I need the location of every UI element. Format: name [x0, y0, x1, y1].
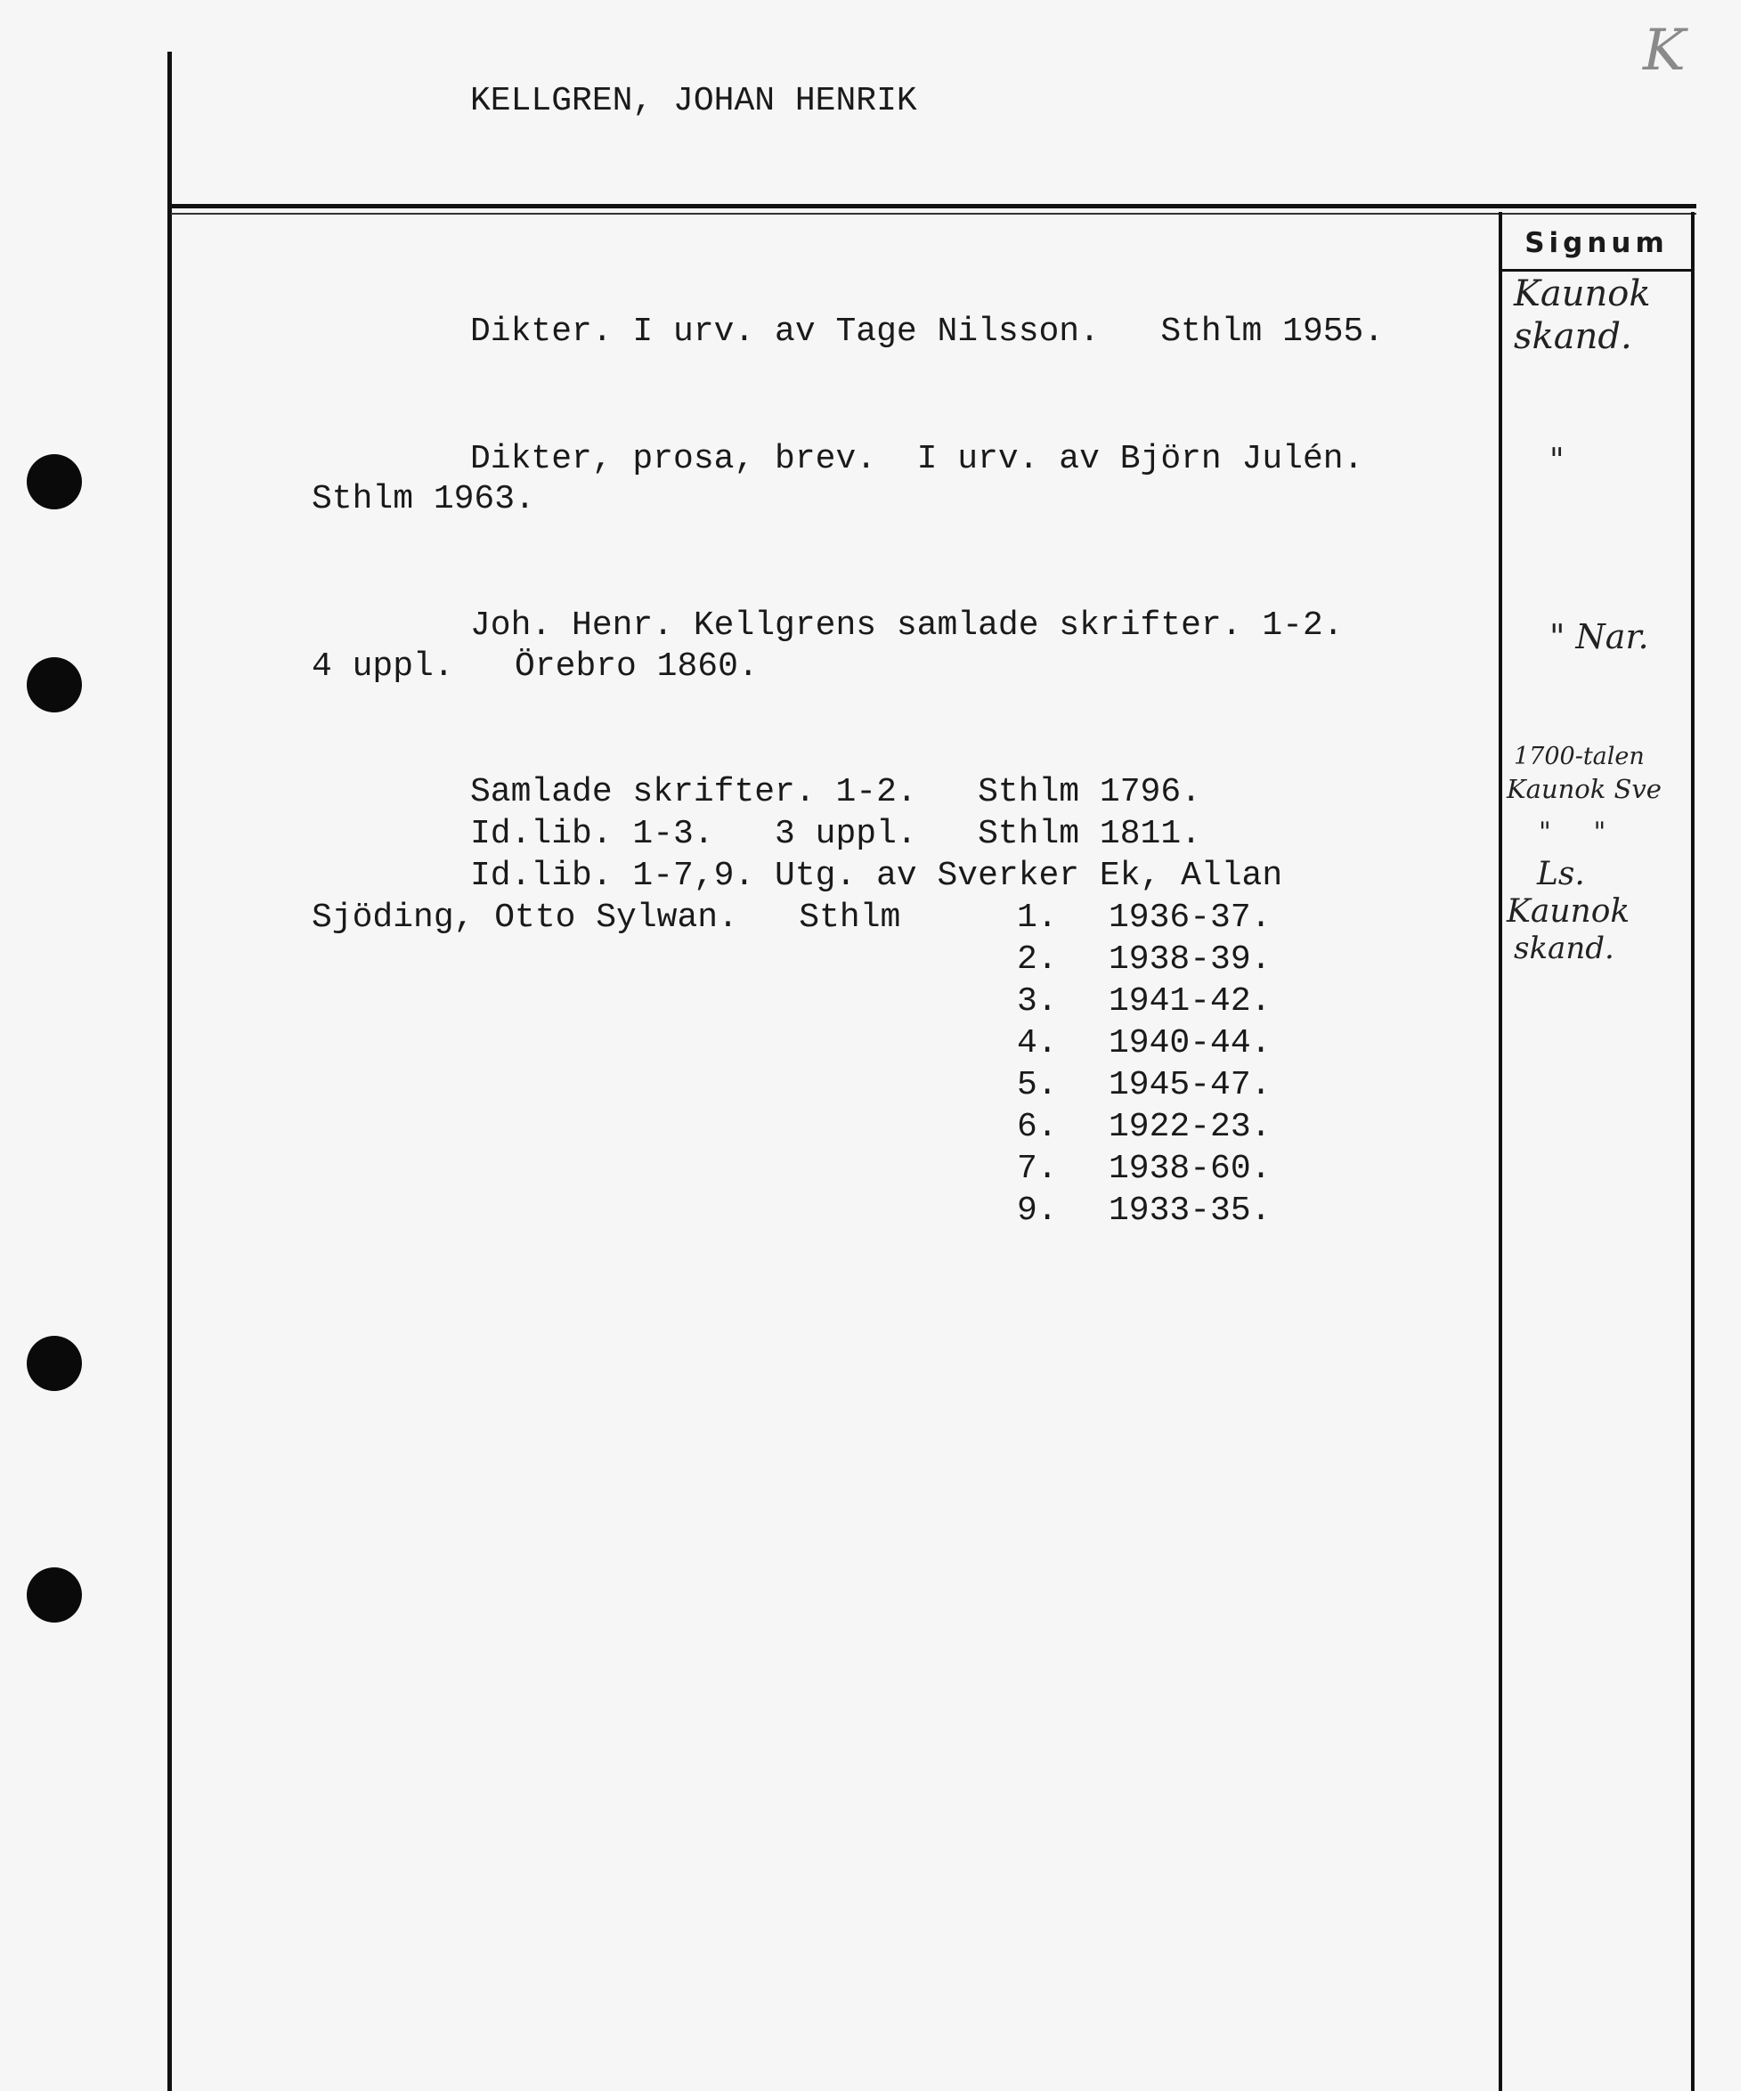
volume-number: 7.	[1017, 1150, 1058, 1188]
punch-hole	[27, 657, 82, 712]
signum-note: " "	[1539, 817, 1606, 848]
entry-idlib-ek-line2: Sjöding, Otto Sylwan. Sthlm	[312, 899, 901, 937]
signum-note: skand.	[1514, 316, 1632, 357]
signum-note: " Nar.	[1549, 617, 1649, 656]
left-margin-rule	[167, 52, 172, 2091]
signum-note: Kaunok	[1514, 273, 1651, 314]
volume-years: 1922-23.	[1109, 1108, 1272, 1146]
signum-column-rule-left	[1499, 212, 1502, 2091]
scan-edge	[1741, 0, 1764, 2091]
volume-years: 1940-44.	[1109, 1024, 1272, 1062]
volume-years: 1938-39.	[1109, 940, 1272, 979]
volume-number: 6.	[1017, 1108, 1058, 1146]
punch-hole	[27, 454, 82, 509]
volume-number: 9.	[1017, 1192, 1058, 1230]
entry-samlade-1860-line1: Joh. Henr. Kellgrens samlade skrifter. 1-2.	[470, 606, 1344, 645]
punch-hole	[27, 1336, 82, 1391]
entry-idlib-1811: Id.lib. 1-3. 3 uppl. Sthlm 1811.	[470, 815, 1201, 853]
punch-hole	[27, 1567, 82, 1623]
signum-note: 1700-talen	[1514, 743, 1645, 770]
volume-number: 3.	[1017, 982, 1058, 1021]
entry-dikter-prosa-line2: Sthlm 1963.	[312, 480, 535, 518]
signum-header: Signum	[1524, 227, 1669, 259]
volume-number: 4.	[1017, 1024, 1058, 1062]
volume-years: 1941-42.	[1109, 982, 1272, 1021]
signum-note: skand.	[1514, 931, 1614, 966]
header-rule-thin	[171, 213, 1696, 215]
entry-dikter-1955: Dikter. I urv. av Tage Nilsson. Sthlm 1955.	[470, 313, 1385, 351]
volume-years: 1933-35.	[1109, 1192, 1272, 1230]
corner-mark: K	[1643, 18, 1686, 84]
entry-dikter-prosa-line1: Dikter, prosa, brev. I urv. av Björn Julén.	[470, 440, 1364, 478]
signum-column-rule-right	[1691, 212, 1695, 2091]
entry-idlib-ek-line1: Id.lib. 1-7,9. Utg. av Sverker Ek, Allan	[470, 857, 1283, 895]
signum-note: "	[1549, 443, 1565, 479]
volume-years: 1945-47.	[1109, 1066, 1272, 1104]
volume-number: 2.	[1017, 940, 1058, 979]
volume-years: 1936-37.	[1109, 899, 1272, 937]
entry-samlade-1796: Samlade skrifter. 1-2. Sthlm 1796.	[470, 773, 1201, 811]
signum-note: Ls.	[1537, 856, 1585, 892]
volume-years: 1938-60.	[1109, 1150, 1272, 1188]
entry-samlade-1860-line2: 4 uppl. Örebro 1860.	[312, 647, 759, 686]
signum-note: Kaunok Sve	[1507, 774, 1662, 804]
signum-header-rule	[1501, 269, 1692, 272]
signum-note: Kaunok	[1507, 893, 1630, 930]
header-rule	[171, 204, 1696, 208]
card-heading: KELLGREN, JOHAN HENRIK	[470, 82, 917, 120]
volume-number: 1.	[1017, 899, 1058, 937]
volume-number: 5.	[1017, 1066, 1058, 1104]
